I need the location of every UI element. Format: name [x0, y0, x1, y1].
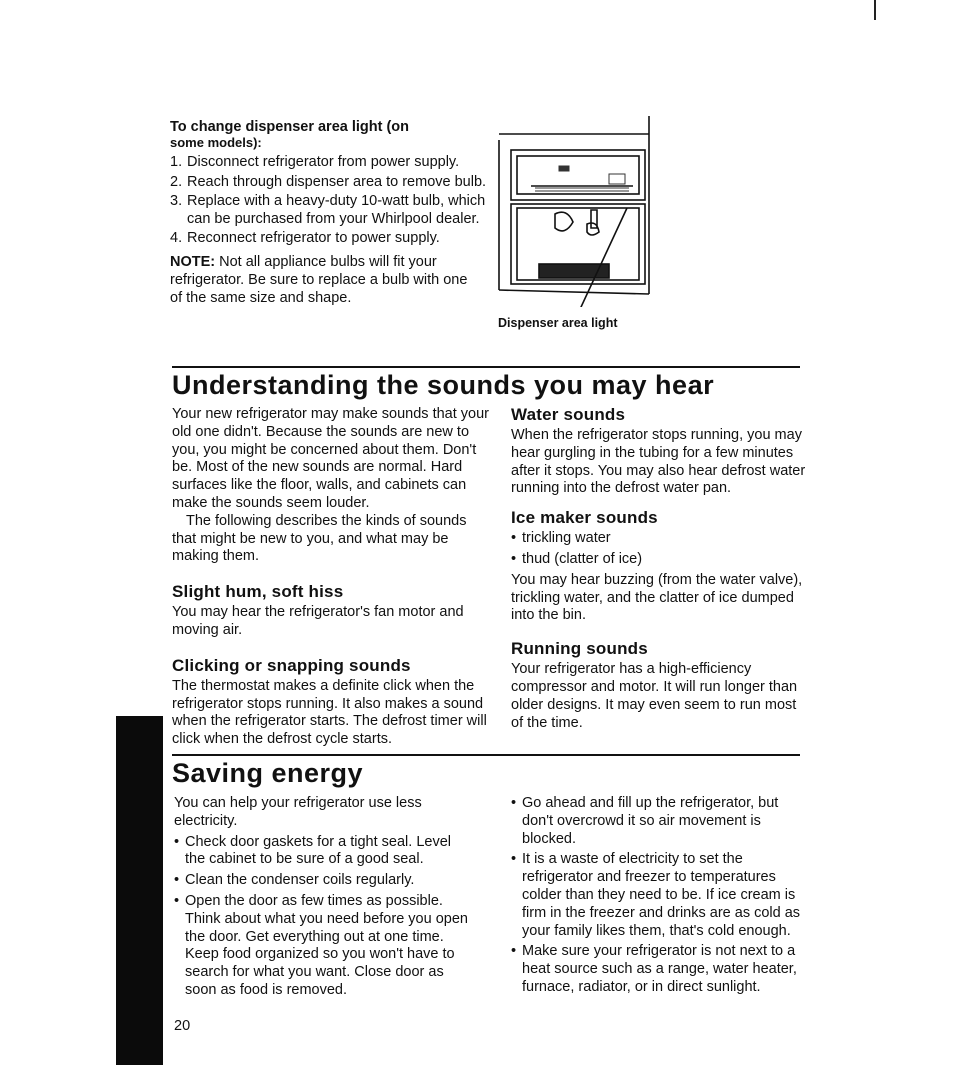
sounds-intro: Your new refrigerator may make sounds that your old one didn't. Because the sounds are new to you, you might be concerned about them. Don't be. Most of the new sounds are normal. Hard surfaces like the floor, walls, and cabinets can make the sounds seem louder.	[172, 406, 490, 511]
list-item: • trickling water	[511, 530, 806, 548]
dispenser-drawing	[495, 112, 655, 307]
sounds-intro-2: The following describes the kinds of sounds that might be new to you, and what may be making them.	[172, 512, 467, 565]
running-text: Your refrigerator has a high-efficiency compressor and motor. It will run longer than older designs. It may even seem to run most of the time.	[511, 661, 798, 731]
dispenser-steps	[170, 154, 490, 248]
energy-left-column	[174, 795, 474, 1003]
sounds-title: Understanding the sounds you may hear	[172, 370, 715, 400]
energy-left-bullets	[174, 834, 474, 1000]
step-item: 1. Disconnect refrigerator from power supply.	[170, 154, 460, 170]
energy-right-column	[511, 795, 809, 1000]
page-number: 20	[174, 1018, 191, 1034]
margin-mark	[874, 0, 876, 20]
list-item: • Clean the condenser coils regularly.	[174, 872, 474, 890]
hum-heading: Slight hum, soft hiss	[172, 582, 344, 602]
step-item: 2. Reach through dispenser area to remove bulb.	[170, 173, 487, 190]
list-item: • It is a waste of electricity to set the refrigerator and freezer to temperatures colder than they need to be. If ice cream is firm in the freezer and drinks are as cold as your family likes them, that's cold enough.	[511, 851, 809, 940]
dispenser-note: NOTE: Not all appliance bulbs will fit your refrigerator. Be sure to replace a bulb with one of the same size and shape.	[170, 253, 468, 306]
running-heading: Running sounds	[511, 639, 648, 659]
energy-right-bullets	[511, 795, 809, 997]
list-item: • Check door gaskets for a tight seal. Level the cabinet to be sure of a good seal.	[174, 834, 474, 870]
list-item: • Go ahead and fill up the refrigerator, but don't overcrowd it so air movement is blocked.	[511, 795, 809, 848]
step-item: 4. Reconnect refrigerator to power supply.	[170, 230, 440, 247]
ice-text: You may hear buzzing (from the water valve), trickling water, and the clatter of ice dumped into the bin.	[511, 571, 803, 624]
energy-title: Saving energy	[172, 758, 364, 788]
water-text: When the refrigerator stops running, you may hear gurgling in the tubing for a few minutes after it stops. You may also hear defrost water running into the defrost water pan.	[511, 427, 806, 497]
list-item: • Open the door as few times as possible. Think about what you need before you open the door. Get everything out at one time. Keep food organized so you won't have to search for what you want. Close door as soon as food is removed.	[174, 893, 474, 1000]
dispenser-light-section	[170, 119, 490, 307]
list-item: • Make sure your refrigerator is not next to a heat source such as a range, water heater, furnace, radiator, or in direct sunlight.	[511, 943, 809, 996]
step-item: 3. Replace with a heavy-duty 10-watt bulb, which can be purchased from your Whirlpool dealer.	[170, 193, 486, 227]
sounds-left-column	[172, 406, 490, 749]
energy-intro: You can help your refrigerator use less electricity.	[174, 795, 422, 829]
click-text: The thermostat makes a definite click when the refrigerator stops running. It also makes a sound when the refrigerator starts. The defrost timer will click when the defrost cycle starts.	[172, 677, 487, 748]
dispenser-heading: To change dispenser area light (on	[170, 119, 410, 135]
click-heading: Clicking or snapping sounds	[172, 655, 411, 675]
dispenser-heading-line2: some models):	[170, 135, 262, 150]
hum-text: You may hear the refrigerator's fan motor and moving air.	[172, 604, 464, 638]
sounds-right-column	[511, 405, 806, 732]
dispenser-illustration	[495, 112, 655, 307]
section-divider	[172, 754, 800, 756]
section-divider	[172, 366, 800, 368]
water-heading: Water sounds	[511, 405, 626, 424]
page-edge-tab	[116, 716, 163, 1065]
ice-bullets	[511, 530, 806, 569]
ice-heading: Ice maker sounds	[511, 508, 658, 528]
list-item: • thud (clatter of ice)	[511, 551, 806, 569]
figure-caption: Dispenser area light	[498, 316, 618, 330]
